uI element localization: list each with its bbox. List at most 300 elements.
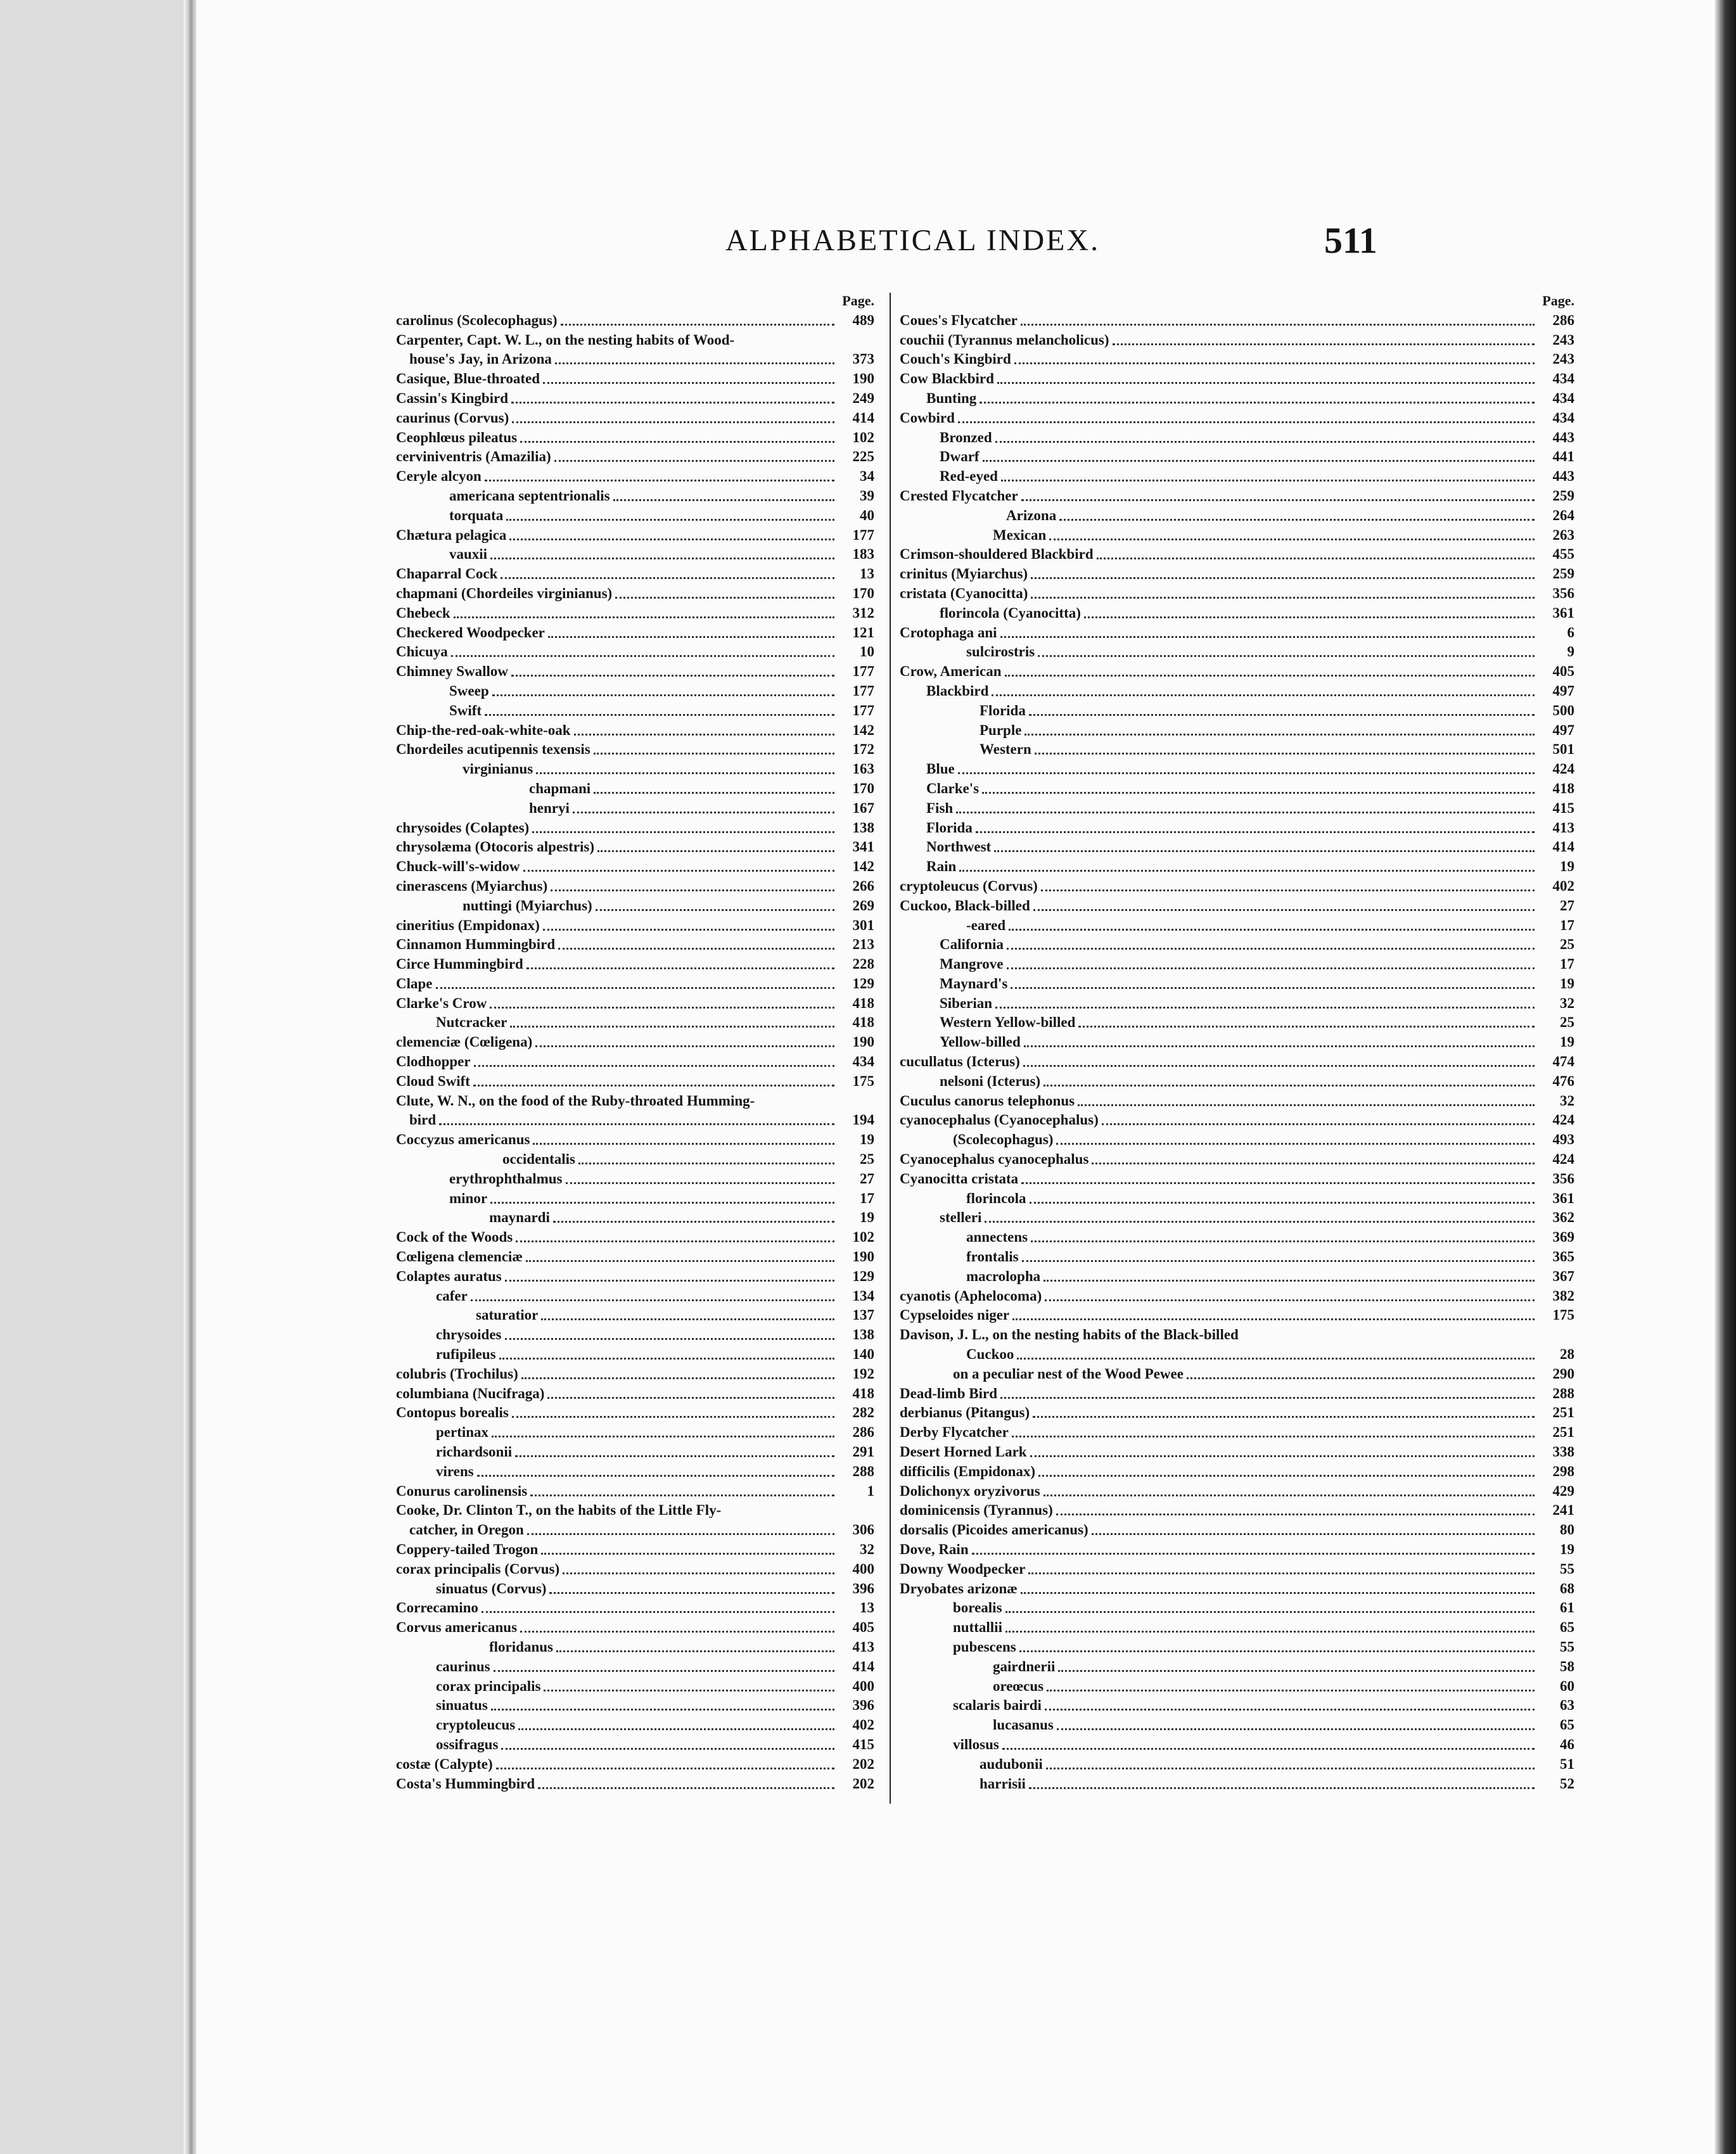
dot-leader	[490, 1199, 834, 1204]
index-entry-page: 301	[852, 917, 874, 933]
dot-leader	[439, 1121, 834, 1125]
index-entry-page: 497	[1552, 722, 1574, 738]
index-entry	[396, 1246, 874, 1265]
index-entry-page: 80	[1560, 1522, 1574, 1538]
index-entry-label: Clarke's Crow	[396, 995, 487, 1011]
dot-leader	[1242, 1337, 1535, 1340]
index-entry-page: 27	[1560, 897, 1574, 914]
index-entry-page: 405	[1552, 663, 1574, 680]
dot-leader	[527, 1531, 834, 1535]
index-entry-page: 396	[852, 1697, 874, 1714]
dot-leader	[758, 1104, 834, 1106]
index-entry	[396, 407, 874, 426]
index-entry	[396, 1402, 874, 1422]
index-entry-page: 167	[852, 800, 874, 816]
index-entry-label: cucullatus (Icterus)	[900, 1054, 1020, 1070]
dot-leader	[505, 1277, 834, 1282]
dot-leader	[1031, 594, 1535, 599]
index-entry-page: 356	[1552, 1170, 1574, 1187]
dot-leader	[1021, 1590, 1535, 1594]
index-entry-page: 17	[1560, 956, 1574, 972]
index-entry-label: Cinnamon Hummingbird	[396, 936, 556, 953]
index-entry	[900, 1421, 1574, 1441]
dot-leader	[556, 1648, 834, 1652]
index-entry	[396, 465, 874, 485]
index-entry	[396, 914, 874, 934]
index-entry-page: 418	[852, 1385, 874, 1401]
index-entry-page: 443	[1552, 468, 1574, 485]
index-entry	[900, 1538, 1574, 1558]
index-entry-label: Cuckoo, Black-billed	[900, 897, 1030, 914]
index-entry	[396, 660, 874, 680]
index-entry	[900, 1773, 1574, 1792]
index-entry-label: sulcirostris	[966, 644, 1035, 660]
index-entry-label: -eared	[966, 917, 1006, 933]
dot-leader	[553, 1218, 834, 1223]
index-entry	[396, 1363, 874, 1382]
index-entry-page: 414	[1552, 839, 1574, 855]
dot-leader	[1030, 1199, 1535, 1204]
index-entry-page: 415	[852, 1736, 874, 1752]
index-entry	[396, 1597, 874, 1617]
index-entry	[396, 1265, 874, 1285]
index-entry-label: ossifragus	[436, 1736, 499, 1752]
index-entry-page: 138	[852, 1327, 874, 1343]
index-entry-label: Fish	[926, 800, 954, 816]
index-entry-page: 286	[852, 1424, 874, 1441]
page-column-label: Page.	[1542, 293, 1574, 309]
dot-leader	[1000, 1394, 1535, 1399]
index-entry-label: corax principalis	[436, 1678, 541, 1694]
index-entry-page: 102	[852, 429, 874, 445]
index-entry-label: Dwarf	[940, 449, 980, 465]
index-entry-label: Cuculus canorus telephonus	[900, 1092, 1075, 1109]
index-entry-page: 142	[852, 722, 874, 738]
index-entry	[900, 1500, 1574, 1519]
index-entry	[396, 934, 874, 953]
index-entry	[900, 699, 1574, 719]
index-entry-label: Chicuya	[396, 644, 448, 660]
dot-leader	[983, 457, 1535, 462]
index-entry-label: (Scolecophagus)	[953, 1131, 1054, 1148]
index-entry	[396, 1636, 874, 1655]
dot-leader	[510, 1023, 834, 1028]
index-entry-label: macrolopha	[966, 1268, 1041, 1284]
index-entry-label: Florida	[980, 702, 1026, 718]
dot-leader	[555, 360, 834, 364]
dot-leader	[482, 1609, 834, 1613]
index-entry-page: 489	[852, 312, 874, 328]
index-entry-page: 129	[852, 1268, 874, 1284]
index-entry-page: 474	[1552, 1054, 1574, 1070]
dot-leader	[985, 1218, 1535, 1223]
index-entry-page: 192	[852, 1365, 874, 1382]
index-entry-label: Conurus carolinensis	[396, 1482, 528, 1499]
index-entry	[900, 1187, 1574, 1207]
index-entry-label: sinuatus (Corvus)	[436, 1580, 547, 1596]
index-entry-page: 286	[1552, 312, 1574, 328]
index-entry-label: Ceophlœus pileatus	[396, 429, 518, 445]
index-entry-label: Red-eyed	[940, 468, 998, 485]
dot-leader	[958, 770, 1535, 774]
dot-leader	[558, 945, 834, 950]
index-entry-label: Swift	[449, 702, 482, 718]
index-entry-label: cryptoleucus (Corvus)	[900, 877, 1038, 894]
index-entry-label: Clute, W. N., on the food of the Ruby-throated Humming-	[396, 1092, 755, 1109]
index-entry-label: colubris (Trochilus)	[396, 1365, 518, 1382]
index-entry-label: Chimney Swallow	[396, 663, 508, 680]
index-entry-label: Purple	[980, 722, 1022, 738]
index-entry	[396, 1441, 874, 1460]
index-entry	[900, 582, 1574, 602]
index-entry-page: 476	[1552, 1073, 1574, 1089]
index-entry	[396, 817, 874, 836]
index-entry-page: 170	[852, 780, 874, 796]
dot-leader	[511, 672, 834, 677]
dot-leader	[494, 1667, 834, 1672]
index-entry	[900, 758, 1574, 777]
index-entry-page: 163	[852, 761, 874, 777]
index-entry	[900, 1323, 1574, 1343]
index-entry-label: Dead-limb Bird	[900, 1385, 997, 1401]
dot-leader	[541, 1316, 834, 1320]
index-entry-page: 65	[1560, 1717, 1574, 1733]
index-entry-label: borealis	[953, 1600, 1002, 1616]
index-entry	[900, 895, 1574, 914]
index-entry	[900, 1402, 1574, 1422]
dot-leader	[1029, 1785, 1535, 1789]
index-entry-page: 60	[1560, 1678, 1574, 1694]
index-entry	[396, 329, 874, 348]
index-entry-page: 55	[1560, 1638, 1574, 1655]
index-entry	[900, 1577, 1574, 1597]
index-entry-label: virens	[436, 1463, 474, 1479]
index-entry	[396, 1382, 874, 1402]
index-entry-label: nuttallii	[953, 1619, 1002, 1636]
index-entry-page: 493	[1552, 1131, 1574, 1148]
index-entry	[900, 1070, 1574, 1090]
index-entry-label: lucasanus	[993, 1717, 1054, 1733]
dot-leader	[1011, 985, 1535, 989]
index-entry-label: Cypseloides niger	[900, 1307, 1010, 1323]
index-entry-label: nuttingi (Myiarchus)	[463, 897, 592, 914]
dot-leader	[1084, 614, 1535, 618]
index-entry	[900, 836, 1574, 856]
index-entry-label: cristata (Cyanocitta)	[900, 585, 1028, 601]
index-entry-label: virginianus	[463, 761, 533, 777]
index-entry-page: 183	[852, 546, 874, 563]
running-title: ALPHABETICAL INDEX.	[725, 224, 1101, 257]
index-entry	[396, 485, 874, 504]
index-entry-label: Derby Flycatcher	[900, 1424, 1009, 1441]
dot-leader	[1033, 907, 1535, 911]
index-entry-label: Checkered Woodpecker	[396, 624, 545, 640]
index-entry-page: 241	[1552, 1502, 1574, 1519]
dot-leader	[543, 926, 834, 931]
dot-leader	[1005, 1628, 1535, 1633]
index-entry-page: 137	[852, 1307, 874, 1323]
index-entry	[900, 1090, 1574, 1109]
dot-leader	[1113, 341, 1535, 345]
index-entry-label: minor	[449, 1190, 488, 1206]
index-entry	[900, 1714, 1574, 1733]
index-entry	[900, 1285, 1574, 1304]
index-entry	[900, 1695, 1574, 1714]
index-entry-page: 264	[1552, 507, 1574, 523]
index-entry-label: Clodhopper	[396, 1054, 471, 1070]
index-entry	[900, 1733, 1574, 1753]
index-entry-page: 32	[860, 1541, 874, 1557]
index-entry	[900, 1128, 1574, 1148]
index-entry	[396, 309, 874, 329]
index-entry-page: 415	[1552, 800, 1574, 816]
dot-leader	[1045, 1297, 1535, 1301]
dot-leader	[573, 809, 834, 813]
index-entry	[396, 1675, 874, 1695]
index-entry-page: 396	[852, 1580, 874, 1596]
dot-leader	[980, 399, 1535, 404]
index-entries-left	[396, 309, 874, 1792]
index-entry-label: Maynard's	[940, 975, 1008, 991]
dot-leader	[1012, 1316, 1535, 1320]
index-entry	[396, 855, 874, 875]
index-entry-label: cinerascens (Myiarchus)	[396, 877, 548, 894]
index-entry	[396, 1285, 874, 1304]
dot-leader	[485, 711, 834, 716]
dot-leader	[544, 1687, 834, 1692]
dot-leader	[1031, 575, 1535, 579]
index-entry-page: 356	[1552, 585, 1574, 601]
index-entry	[900, 1597, 1574, 1617]
index-entry-label: florincola	[966, 1190, 1026, 1206]
index-entry-page: 25	[860, 1151, 874, 1168]
index-entry-label: Cowbird	[900, 409, 955, 426]
index-entry-label: Mexican	[993, 526, 1047, 543]
index-entry	[900, 1012, 1574, 1031]
index-entry-label: audubonii	[980, 1756, 1043, 1772]
index-entry-page: 269	[852, 897, 874, 914]
dot-leader	[532, 829, 834, 833]
index-entry-label: Western	[980, 741, 1031, 758]
index-entry-page: 142	[852, 858, 874, 875]
index-entry-label: florincola (Cyanocitta)	[940, 604, 1081, 621]
index-entry	[396, 602, 874, 621]
dot-leader	[1000, 634, 1535, 638]
index-entry	[900, 367, 1574, 387]
dot-leader	[492, 692, 834, 696]
index-entry-page: 225	[852, 449, 874, 465]
book-spine-shadow	[184, 0, 196, 2154]
index-entry	[900, 777, 1574, 797]
index-entry-label: Cœligena clemenciæ	[396, 1249, 523, 1265]
dot-leader	[596, 907, 834, 911]
index-entry	[396, 1168, 874, 1187]
dot-leader	[1019, 1648, 1535, 1652]
index-entry-label: Nutcracker	[436, 1014, 507, 1031]
index-entry-label: cyanocephalus (Cyanocephalus)	[900, 1112, 1099, 1128]
index-entry-label: difficilis (Empidonax)	[900, 1463, 1036, 1479]
index-entry-label: Cock of the Woods	[396, 1229, 513, 1246]
page-number: 511	[1324, 220, 1377, 261]
index-entry-label: rufipileus	[436, 1346, 496, 1363]
index-entry	[900, 641, 1574, 661]
index-entry	[900, 719, 1574, 739]
index-entry-label: clemenciæ (Cœligena)	[396, 1034, 533, 1050]
index-entry	[396, 1500, 874, 1519]
index-entry-page: 52	[1560, 1775, 1574, 1792]
index-entry	[396, 797, 874, 817]
dot-leader	[1056, 1511, 1535, 1515]
index-column-right	[900, 293, 1574, 1804]
index-entry-label: Yellow-billed	[940, 1034, 1021, 1050]
index-entry-page: 424	[1552, 1112, 1574, 1128]
index-entry-page: 202	[852, 1756, 874, 1772]
index-entry-label: saturatior	[476, 1307, 539, 1323]
index-entry-page: 140	[852, 1346, 874, 1363]
dot-leader	[1045, 1706, 1535, 1711]
index-entry	[396, 1460, 874, 1480]
index-entry	[900, 875, 1574, 895]
index-entry-page: 367	[1552, 1268, 1574, 1284]
dot-leader	[1007, 965, 1535, 969]
index-column-left	[396, 293, 874, 1804]
index-entry-page: 434	[1552, 409, 1574, 426]
dot-leader	[548, 634, 834, 638]
index-entry	[900, 465, 1574, 485]
index-entry-label: Cyanocitta cristata	[900, 1170, 1019, 1187]
index-entry-label: torquata	[449, 507, 504, 523]
dot-leader	[1002, 1745, 1535, 1750]
index-entry-page: 6	[1567, 624, 1574, 640]
index-entry	[900, 1480, 1574, 1500]
dot-leader	[477, 1472, 834, 1477]
index-entry	[900, 1460, 1574, 1480]
dot-leader	[490, 555, 834, 559]
index-entry	[900, 1519, 1574, 1538]
dot-leader	[1046, 1765, 1535, 1769]
index-entry	[396, 1148, 874, 1168]
index-entry-page: 243	[1552, 351, 1574, 367]
index-entry-page: 424	[1552, 1151, 1574, 1168]
dot-leader	[1044, 1492, 1535, 1496]
index-entry	[900, 602, 1574, 621]
index-entry	[900, 387, 1574, 407]
dot-leader	[578, 1160, 834, 1164]
dot-leader	[509, 536, 834, 540]
index-entry-page: 65	[1560, 1619, 1574, 1636]
index-entry-page: 51	[1560, 1756, 1574, 1772]
dot-leader	[994, 848, 1535, 852]
index-entry-label: Chaparral Cock	[396, 566, 498, 582]
index-entry	[396, 1031, 874, 1050]
index-entry	[900, 797, 1574, 817]
index-entry	[396, 1109, 874, 1129]
dot-leader	[485, 477, 834, 481]
index-entry-page: 373	[852, 351, 874, 367]
index-entry	[396, 446, 874, 466]
dot-leader	[997, 379, 1535, 384]
dot-leader	[992, 692, 1535, 696]
dot-leader	[1022, 1258, 1535, 1262]
index-entry-page: 61	[1560, 1600, 1574, 1616]
dot-leader	[1005, 672, 1535, 677]
index-entry-page: 129	[852, 975, 874, 991]
index-entry-label: Blue	[926, 761, 955, 777]
index-entry-page: 382	[1552, 1287, 1574, 1304]
dot-leader	[1014, 360, 1535, 364]
index-entry	[396, 367, 874, 387]
page-column-label: Page.	[842, 293, 874, 309]
index-entry-page: 259	[1552, 566, 1574, 582]
dot-leader	[982, 789, 1535, 794]
index-entry	[396, 739, 874, 758]
index-entry	[900, 934, 1574, 953]
dot-leader	[561, 321, 834, 326]
index-entry-label: chrysoides	[436, 1327, 502, 1343]
index-entry	[396, 1050, 874, 1070]
column-divider	[890, 293, 891, 1804]
index-entry-page: 341	[852, 839, 874, 855]
index-entry	[900, 1148, 1574, 1168]
dot-leader	[541, 1550, 834, 1555]
index-entry-label: columbiana (Nucifraga)	[396, 1385, 545, 1401]
index-entry-label: chrysolæma (Otocoris alpestris)	[396, 839, 594, 855]
index-entry	[396, 1616, 874, 1636]
index-entry-label: cyanotis (Aphelocoma)	[900, 1287, 1042, 1304]
index-entry	[396, 524, 874, 544]
dot-leader	[1007, 945, 1535, 950]
index-entry-page: 338	[1552, 1444, 1574, 1460]
index-entry	[900, 1753, 1574, 1773]
index-entry-label: Bronzed	[940, 429, 992, 445]
index-entry-page: 228	[852, 956, 874, 972]
dot-leader	[454, 614, 834, 618]
index-entry-page: 306	[852, 1522, 874, 1538]
dot-leader	[521, 1375, 834, 1379]
dot-leader	[527, 965, 834, 969]
index-entry	[900, 621, 1574, 641]
dot-leader	[533, 1140, 834, 1145]
index-entry-page: 361	[1552, 604, 1574, 621]
index-entry-label: nelsoni (Icterus)	[940, 1073, 1041, 1089]
index-entry-label: Crested Flycatcher	[900, 487, 1018, 504]
dot-leader	[436, 985, 835, 989]
index-entry-page: 288	[852, 1463, 874, 1479]
dot-leader	[1021, 1180, 1535, 1184]
index-entry	[396, 1343, 874, 1363]
index-entry-label: Bunting	[926, 390, 977, 406]
dot-leader	[1009, 926, 1535, 931]
index-entry-label: derbianus (Pitangus)	[900, 1405, 1030, 1421]
index-entry-label: Cyanocephalus cyanocephalus	[900, 1151, 1089, 1168]
index-entry-page: 418	[1552, 780, 1574, 796]
dot-leader	[1038, 653, 1535, 657]
index-entry-label: carolinus (Scolecophagus)	[396, 312, 558, 328]
index-entry-page: 400	[852, 1678, 874, 1694]
index-entry-label: Davison, J. L., on the nesting habits of the Black-billed	[900, 1327, 1239, 1343]
index-entry-label: annectens	[966, 1229, 1028, 1246]
index-entry-page: 288	[1552, 1385, 1574, 1401]
index-entry	[900, 504, 1574, 524]
dot-leader	[501, 575, 834, 579]
dot-leader	[506, 516, 834, 521]
index-entry-label: crinitus (Myiarchus)	[900, 566, 1028, 582]
index-entry-label: Crotophaga ani	[900, 624, 997, 640]
index-entry-page: 402	[852, 1717, 874, 1733]
index-entry-label: Downy Woodpecker	[900, 1560, 1026, 1577]
index-entry-page: 455	[1552, 546, 1574, 563]
index-entry-page: 259	[1552, 487, 1574, 504]
